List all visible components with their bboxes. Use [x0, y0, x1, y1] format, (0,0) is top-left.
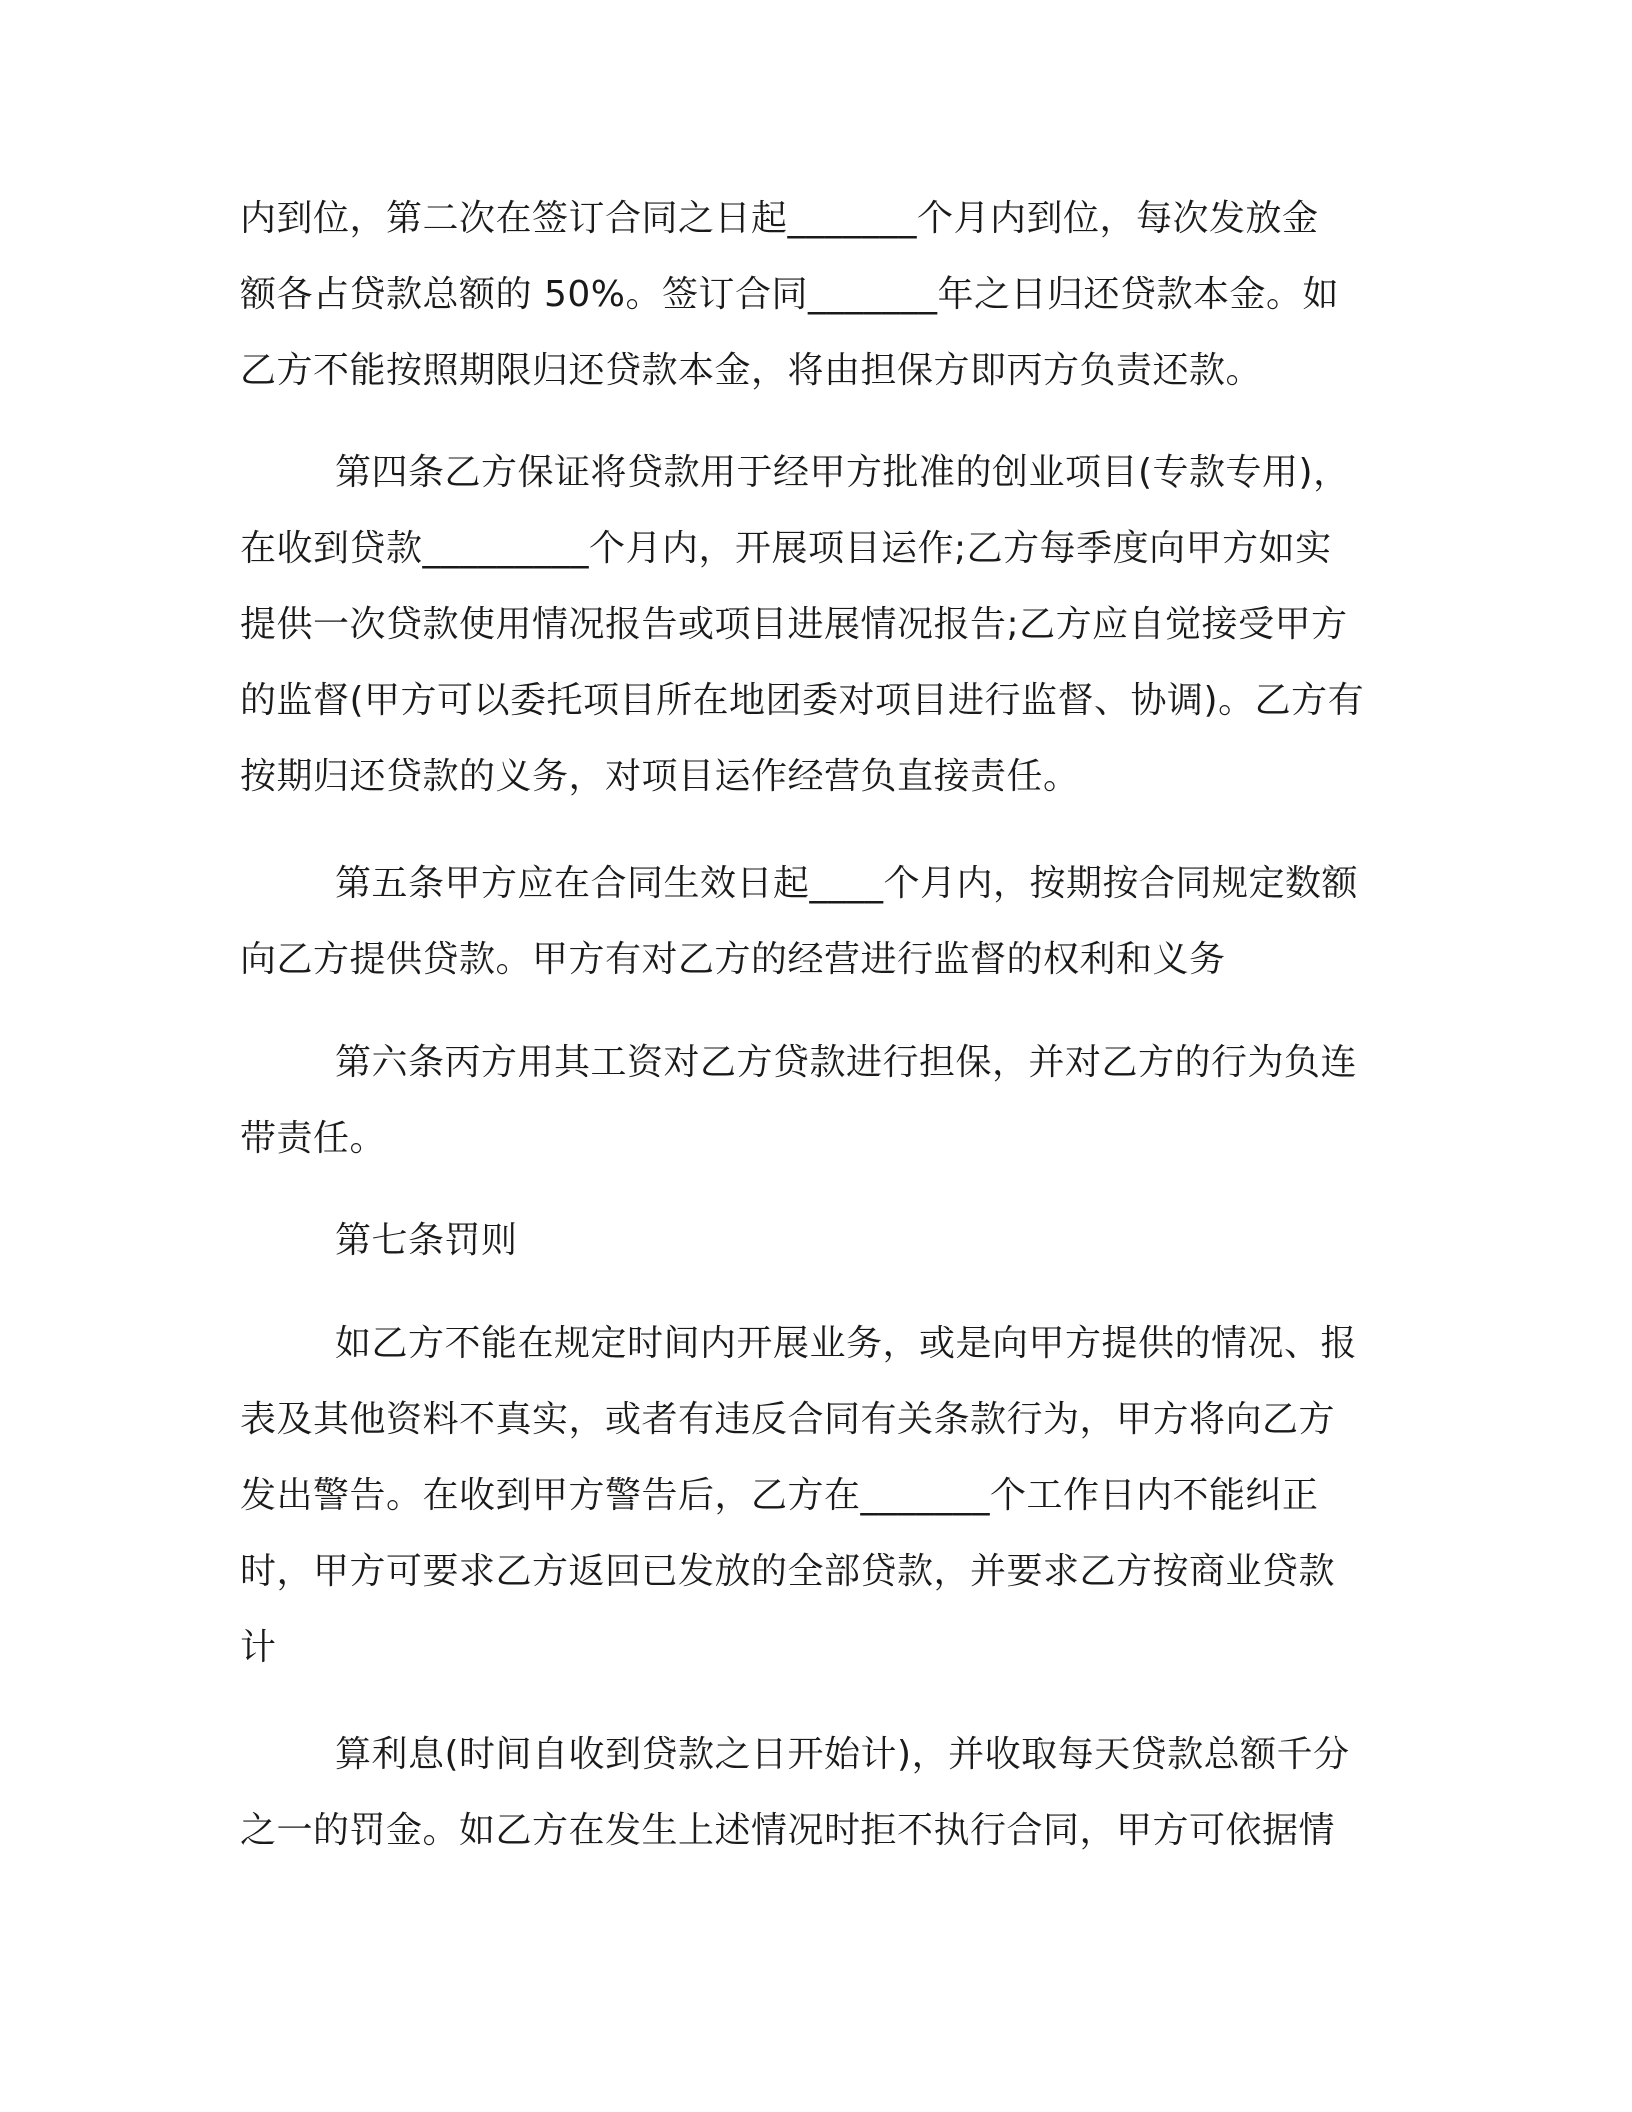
text-line: 第六条丙方用其工资对乙方贷款进行担保，并对乙方的行为负连	[335, 1042, 1358, 1083]
text-line: 向乙方提供贷款。甲方有对乙方的经营进行监督的权利和义务	[240, 939, 1226, 980]
text-line: 按期归还贷款的义务，对项目运作经营负直接责任。	[240, 756, 1080, 797]
text-line: 乙方不能按照期限归还贷款本金，将由担保方即丙方负责还款。	[240, 350, 1263, 391]
text-line: 发出警告。在收到甲方警告后，乙方在_______个工作日内不能纠正	[240, 1475, 1319, 1516]
text-line: 表及其他资料不真实，或者有违反合同有关条款行为，甲方将向乙方	[240, 1399, 1336, 1440]
text-line: 在收到贷款_________个月内，开展项目运作;乙方每季度向甲方如实	[240, 528, 1332, 569]
text-line: 带责任。	[240, 1118, 387, 1159]
section-heading: 第七条罚则	[335, 1220, 518, 1261]
text-line: 之一的罚金。如乙方在发生上述情况时拒不执行合同，甲方可依据情	[240, 1810, 1336, 1851]
text-line: 计	[240, 1627, 277, 1668]
text-line: 内到位，第二次在签订合同之日起_______个月内到位，每次发放金	[240, 198, 1319, 239]
text-line: 提供一次贷款使用情况报告或项目进展情况报告;乙方应自觉接受甲方	[240, 604, 1348, 645]
text-line: 额各占贷款总额的 50%。签订合同_______年之日归还贷款本金。如	[240, 274, 1339, 315]
text-line: 第四条乙方保证将贷款用于经甲方批准的创业项目(专款专用)，	[335, 452, 1350, 493]
text-line: 时，甲方可要求乙方返回已发放的全部贷款，并要求乙方按商业贷款	[240, 1551, 1336, 1592]
text-line: 算利息(时间自收到贷款之日开始计)，并收取每天贷款总额千分	[335, 1734, 1350, 1775]
text-line: 如乙方不能在规定时间内开展业务，或是向甲方提供的情况、报	[335, 1323, 1358, 1364]
text-line: 的监督(甲方可以委托项目所在地团委对项目进行监督、协调)。乙方有	[240, 680, 1365, 721]
text-line: 第五条甲方应在合同生效日起____个月内，按期按合同规定数额	[335, 863, 1359, 904]
